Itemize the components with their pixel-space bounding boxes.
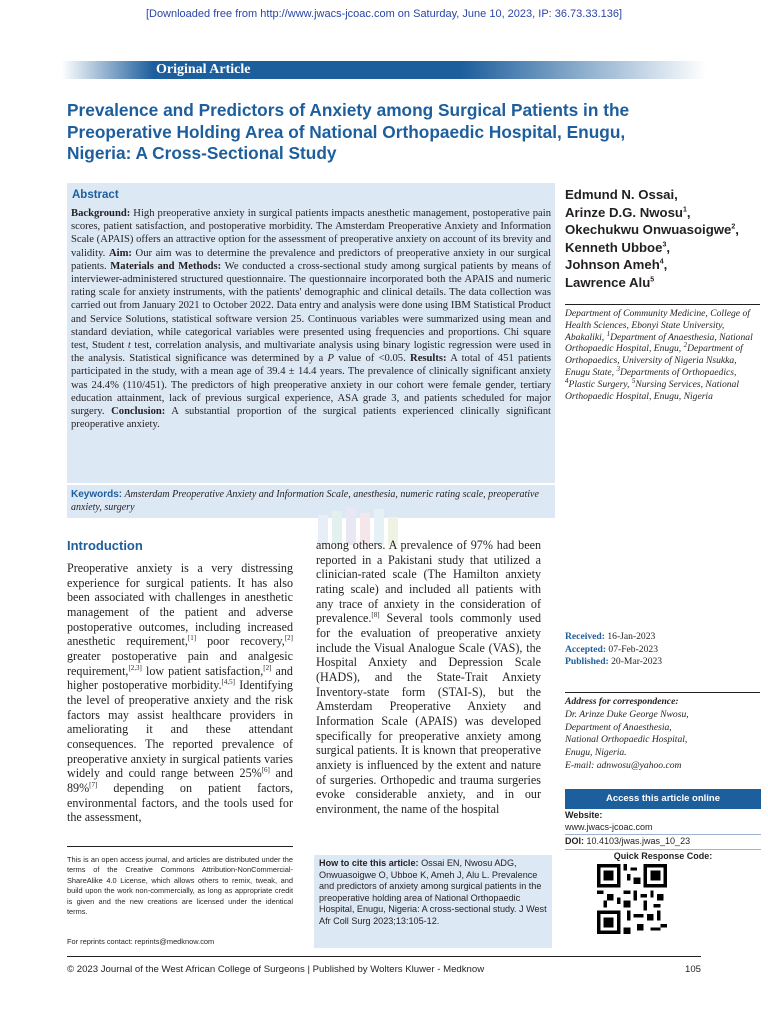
author-6-name: Lawrence Alu	[565, 274, 651, 290]
affiliation-4: Departments of Orthopaedics,	[619, 366, 737, 378]
article-title: Prevalence and Predictors of Anxiety among Surgical Patients in the Preoperative Holding Area of National Orthopaedic Hospital, Enugu, Nigeria: A Cross-Sectional Study	[67, 100, 630, 163]
ref-8[interactable]: [8]	[371, 611, 380, 620]
corr-rule	[565, 692, 760, 693]
ref-5[interactable]: [4,5]	[221, 678, 235, 687]
aim-label: Aim:	[108, 247, 132, 259]
methods-text-c: value of <0.05.	[333, 353, 411, 365]
footer-rule	[67, 956, 701, 957]
affiliations	[565, 308, 760, 402]
author-1: Edmund N. Ossai,	[565, 187, 678, 202]
citation-text	[319, 858, 547, 928]
introduction-col1	[67, 561, 293, 825]
correspondence-hospital: National Orthopaedic Hospital,	[565, 734, 688, 746]
affil-sup-1: 1	[606, 329, 611, 338]
author-4-sup: 3	[662, 241, 667, 249]
author-6-sup: 5	[650, 276, 655, 284]
keywords	[71, 488, 551, 514]
ref-3[interactable]: [2,3]	[128, 663, 142, 672]
reprints-contact: For reprints contact: reprints@medknow.com	[67, 937, 215, 946]
affiliation-1: Department of Community Medicine, College of Health Sciences, Ebonyi State University, Abakaliki,	[565, 308, 750, 343]
author-4-name: Kenneth Ubboe	[565, 239, 663, 255]
conclusion-label: Conclusion:	[111, 406, 166, 418]
author-2: Arinze D.G. Nwosu$^1$,	[565, 204, 691, 220]
accepted-date	[565, 644, 760, 657]
author-5: Johnson Ameh$^4$,	[565, 257, 668, 273]
abstract-text	[71, 207, 551, 431]
methods-text-b: test, correlation analysis, and multivariate analysis using binary logistic regression were used in the analysis. Statistical significance was determined by a	[71, 340, 551, 365]
author-3: Okechukwu Onwuasoigwe$^2$,	[565, 222, 739, 238]
ref-6[interactable]: [6]	[261, 766, 270, 775]
intro-text-6: Identifying the level of preoperative anxiety and the risk factors may assist healthcare providers in ameliorating it and these attendant consequences. The reported prevalence of preoperative anxiety in surgical patients varies widely and could range between 25%	[67, 678, 293, 781]
author-list	[565, 186, 765, 292]
affiliation-5: Plastic Surgery,	[568, 378, 630, 390]
author-2-name: Arinze D.G. Nwosu	[565, 204, 683, 220]
abstract-heading: Abstract	[72, 189, 119, 201]
correspondence	[565, 696, 760, 773]
results-label: Results:	[410, 353, 447, 365]
qr-code-label: Quick Response Code:	[613, 851, 713, 861]
qr-code-icon	[597, 864, 667, 934]
intro-text-5: and higher postoperative morbidity.	[67, 663, 293, 693]
download-notice: [Downloaded free from http://www.jwacs-jcoac.com on Saturday, June 10, 2023, IP: 36.73.33.136]	[145, 8, 623, 20]
background-label: Background:	[71, 208, 131, 219]
ref-2[interactable]: [2]	[284, 634, 293, 643]
doi-label: DOI:	[565, 836, 584, 846]
results-text: A total of 451 patients participated in the study, with a mean age of 39.4 ± 14.4 years. The prevalence of clinically significant anxiety was 24.4% (110/451). The predictors of high preoperative anxiety in our cohort were female gender, tertiary education attainment, lack of previous surgical experience, ASA grade 3, and patients scheduled for major surgery.	[71, 353, 551, 418]
affil-sup-4: 4	[565, 376, 569, 385]
intro-text-3: greater postoperative pain and analgesic requirement,	[67, 648, 293, 678]
keywords-label: Keywords:	[71, 489, 123, 500]
affil-rule	[565, 304, 760, 305]
journal-footer: © 2023 Journal of the West African College of Surgeons | Published by Wolters Kluwer - Medknow	[67, 964, 485, 975]
background-text: High preoperative anxiety in surgical patients impacts anesthetic management, postoperative pain scores, patient satisfaction, and postoperative morbidity. The Amsterdam Preoperative Anxiety and Information Scale (APAIS) offers an attractive option for the assessment of preoperative anxiety on account of its brevity and validity.	[71, 208, 551, 259]
access-online-header: Access this article online	[565, 789, 761, 809]
website-link[interactable]: www.jwacs-jcoac.com	[565, 821, 653, 832]
intro-text-7: and 89%	[67, 766, 293, 795]
author-5-sup: 4	[659, 258, 664, 266]
received-value: 16-Jan-2023	[604, 631, 656, 642]
author-4: Kenneth Ubboe$^3$,	[565, 239, 671, 255]
article-type-band	[0, 61, 768, 79]
intro-text-1: Preoperative anxiety is a very distressing experience for surgical patients. It has also been associated with challenges in anesthetic management of the patient and adverse postoperative outcomes, including increased anesthetic requirement,	[67, 561, 293, 649]
intro-text-2: poor recovery,	[196, 634, 285, 649]
published-value: 20-Mar-2023	[608, 656, 663, 668]
correspondence-label: Address for correspondence:	[565, 696, 679, 707]
affil-sup-3: 3	[616, 364, 620, 373]
introduction-col2	[316, 538, 541, 816]
affiliation-3: Department of Orthopaedics, University of Nigeria Nsukka, Enugu State,	[565, 343, 743, 378]
correspondence-dept: Department of Anaesthesia,	[565, 721, 672, 733]
methods-text: We conducted a cross-sectional study among surgical patients by means of interviewer-administered structured questionnaire. The questionnaire incorporated both the APAIS and numeric rating scale for anxiety instruments, with the patients' demographic and clinical details. The data collection was carried out from January 2021 to October 2022. Data entry and analysis were done using IBM Statistical Product and Service Solutions, statistical software version 25. Continuous variables were summarized using mean and standard deviation, while categorical variables were presented using frequencies and proportions. Chi square test, Student	[71, 260, 552, 352]
ref-7[interactable]: [7]	[89, 780, 98, 789]
intro-text-8: depending on patient factors, environmental factors, and the tools used for the assessment,	[67, 780, 293, 825]
accepted-label: Accepted:	[565, 643, 607, 655]
footnote-rule	[67, 846, 293, 847]
accepted-value: 07-Feb-2023	[606, 643, 658, 655]
author-5-name: Johnson Ameh	[565, 257, 660, 273]
article-type-label: Original Article	[156, 62, 251, 77]
affil-sup-2: 2	[683, 341, 688, 350]
author-2-sup: 1	[682, 206, 687, 214]
correspondence-city: Enugu, Nigeria.	[565, 747, 627, 759]
affiliation-6: Nursing Services, National Orthopaedic Hospital, Enugu, Nigeria	[565, 378, 740, 402]
open-access-notice: This is an open access journal, and articles are distributed under the terms of the Creative Commons Attribution-NonCommercial-ShareAlike 4.0 License, which allows others to remix, tweak, and build upon the work non-commercially, as long as appropriate credit is given and the new creations are licensed under the identical terms.	[67, 855, 293, 917]
methods-label: Materials and Methods:	[110, 260, 222, 272]
intro-text-9: among others. A prevalence of 97% had been reported in a Pakistani study that utilized a clinician-rated scale (The Hamilton anxiety rating scale) and included all patients with any trace of anxiety in the consideration of prevalence.	[316, 538, 541, 626]
ref-1[interactable]: [1]	[187, 634, 197, 643]
page-number: 105	[684, 964, 701, 975]
introduction-heading: Introduction	[67, 538, 143, 553]
ref-4[interactable]: [2]	[263, 663, 272, 672]
received-label: Received:	[565, 631, 605, 642]
correspondence-email[interactable]: E-mail: adnwosu@yahoo.com	[565, 759, 682, 771]
received-date	[565, 631, 760, 644]
intro-text-4: low patient satisfaction,	[141, 663, 264, 678]
citation-label: How to cite this article:	[319, 858, 419, 868]
published-date	[565, 656, 760, 669]
published-label: Published:	[565, 656, 609, 668]
keywords-text: Amsterdam Preoperative Anxiety and Information Scale, anesthesia, numeric rating scale, preoperative anxiety, surgery	[71, 489, 539, 513]
website-row	[565, 810, 761, 835]
doi-row	[565, 836, 761, 850]
methods-p: P	[327, 353, 334, 365]
article-dates	[565, 631, 760, 669]
author-6	[565, 274, 765, 292]
conclusion-text: A substantial proportion of the surgical patients experienced clinically significant preoperative anxiety.	[71, 406, 551, 431]
intro-text-10: Several tools commonly used for the evaluation of preoperative anxiety include the Visual Analogue Scale (VAS), the Hospital Anxiety and Depression Scale (HADS), and the State-Trait Anxiety Inventory-state form (STAI-S), but the Amsterdam Preoperative Anxiety and Information Scale (APAIS) was developed specifically for preoperative anxiety among surgical patients. It is known that preoperative anxiety is influenced by the extent and nature of surgeries. Orthopedic and trauma surgeries evoke considerable anxiety, and in our environment, the name of the hospital	[316, 611, 541, 816]
website-label: Website:	[565, 810, 603, 820]
citation-body: Ossai EN, Nwosu ADG, Onwuasoigwe O, Ubboe K, Ameh J, Alu L. Prevalence and predictors of anxiety among surgical patients in the preoperative holding area of National Orthopaedic Hospital, Enugu, Nigeria: A cross-sectional study. J West Afr Coll Surg 2023;13:105-12.	[319, 858, 547, 926]
methods-t: t	[127, 340, 131, 352]
correspondence-name: Dr. Arinze Duke George Nwosu,	[565, 708, 689, 720]
doi-value[interactable]: 10.4103/jwas.jwas_10_23	[584, 836, 691, 846]
author-3-name: Okechukwu Onwuasoigwe	[565, 222, 732, 238]
author-3-sup: 2	[731, 223, 736, 231]
aim-text: Our aim was to determine the prevalence and predictors of preoperative anxiety in our surgical patients.	[71, 247, 551, 272]
affil-sup-5: 5	[631, 376, 636, 385]
affiliation-2: Department of Anaesthesia, National Orthopaedic Hospital, Enugu,	[565, 331, 753, 355]
